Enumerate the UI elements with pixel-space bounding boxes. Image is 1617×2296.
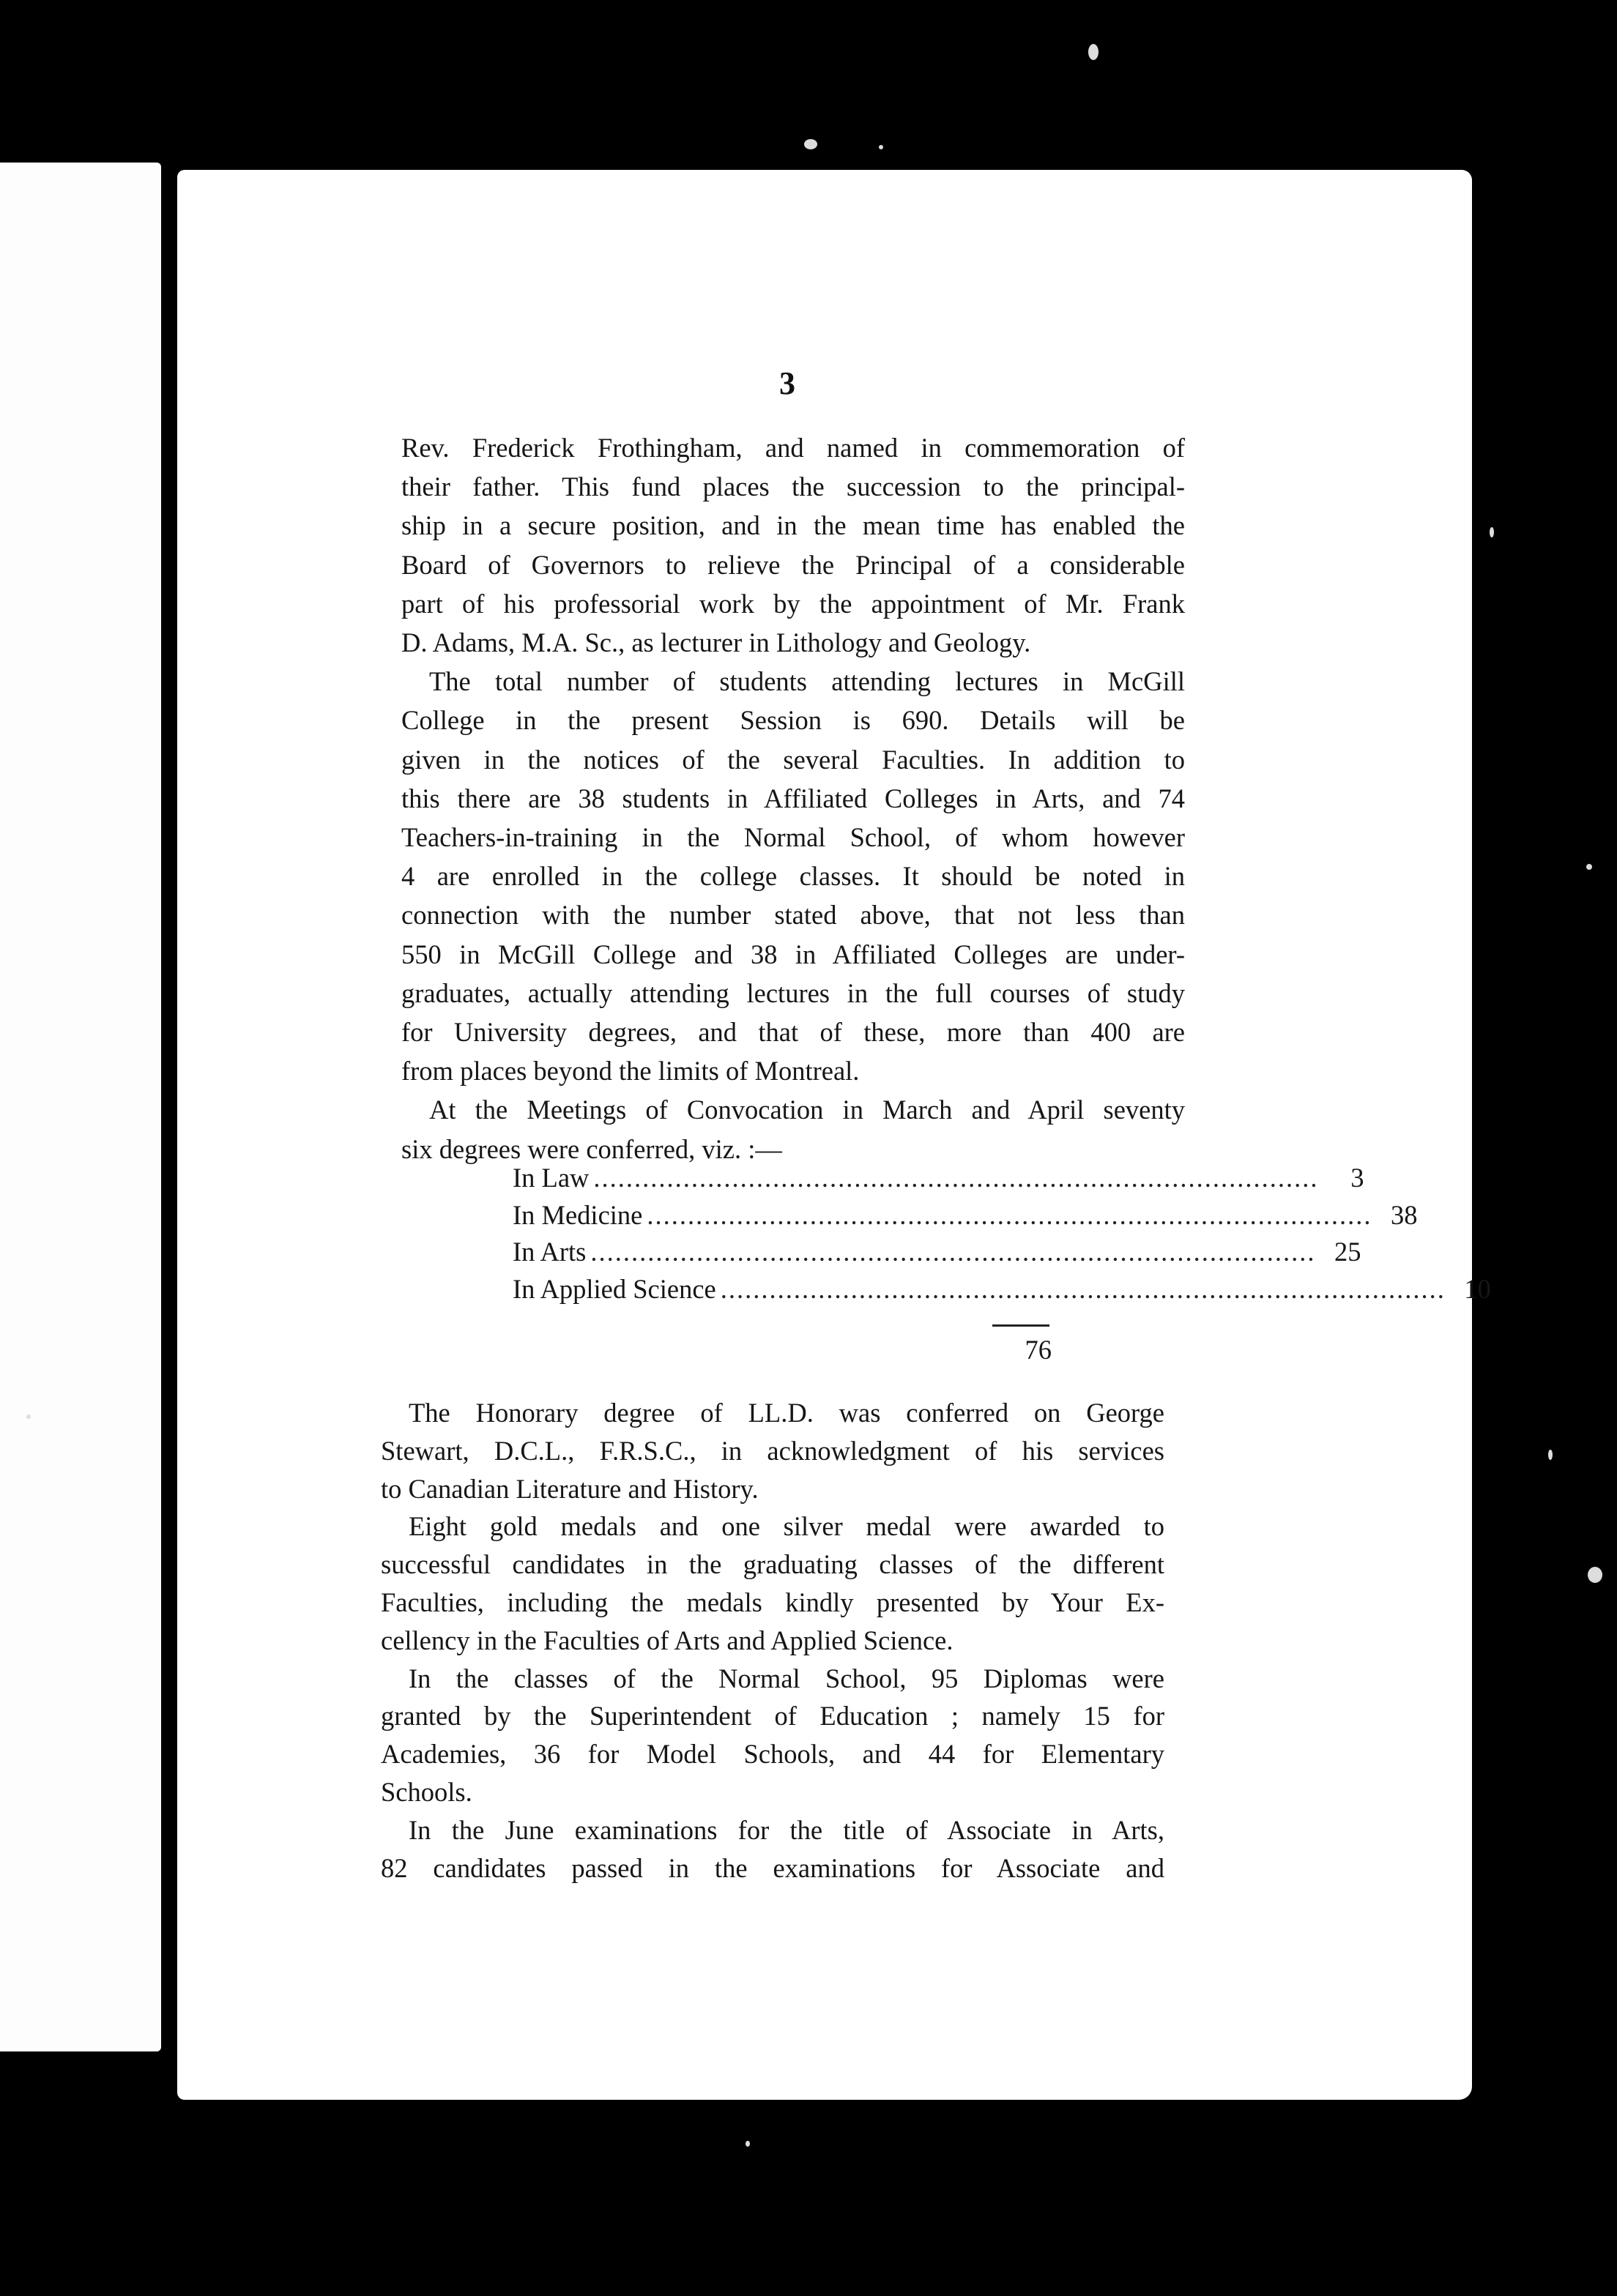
degrees-table [513,1160,1491,1308]
scan-speck [1586,864,1592,870]
text-line: to Canadian Literature and History. [381,1473,759,1504]
degree-row [513,1197,1418,1234]
text-line: Stewart, D.C.L., F.R.S.C., in acknowledgment of his services [381,1435,1164,1466]
text-line: D. Adams, M.A. Sc., as lecturer in Lithology and Geology. [401,627,1031,658]
body-text-bottom [381,1394,1164,1887]
text-line: 550 in McGill College and 38 in Affiliated Colleges are under- [401,939,1185,969]
degree-label: In Applied Science [513,1273,716,1304]
degree-count: 10 [1464,1273,1491,1304]
degree-count: 25 [1334,1237,1361,1267]
text-line: At the Meetings of Convocation in March and April seventy [429,1095,1185,1125]
text-line: In the classes of the Normal School, 95 Diplomas were [409,1663,1164,1693]
degree-row [513,1160,1364,1197]
leader-dots: ......................................................................................... [593,1163,1319,1193]
degree-row [513,1234,1361,1271]
body-text-top [401,428,1185,1168]
text-line: given in the notices of the several Faculties. In addition to [401,744,1185,775]
scan-speck [1548,1450,1553,1460]
leader-dots: ......................................................................................... [647,1199,1372,1230]
scan-speck [1088,44,1099,60]
text-line: granted by the Superintendent of Education ; namely 15 for [381,1701,1164,1732]
text-line: for University degrees, and that of these, more than 400 are [401,1017,1185,1048]
text-line: successful candidates in the graduating classes of the different [381,1549,1164,1580]
text-line: Board of Governors to relieve the Principal of a considerable [401,549,1185,580]
text-line: The total number of students attending lectures in McGill [429,666,1185,697]
scan-speck [746,2141,750,2147]
text-line: this there are 38 students in Affiliated Colleges in Arts, and 74 [401,783,1185,813]
text-line: their father. This fund places the succession to the principal- [401,471,1185,502]
degree-count: 38 [1391,1199,1418,1230]
scan-speck [804,139,817,149]
text-line: 4 are enrolled in the college classes. It should be noted in [401,861,1185,892]
text-line: 82 candidates passed in the examinations for Associate and [381,1852,1164,1883]
text-line: The Honorary degree of LL.D. was conferred on George [409,1398,1164,1428]
scan-speck [26,1414,31,1419]
scan-speck [879,145,883,149]
text-line: connection with the number stated above, that not less than [401,900,1185,931]
degree-count: 3 [1350,1163,1364,1193]
text-line: Rev. Frederick Frothingham, and named in commemoration of [401,433,1185,463]
leader-dots: ......................................................................................... [720,1273,1446,1304]
degree-total: 76 [1025,1335,1052,1365]
text-line: Schools. [381,1776,472,1807]
total-rule [992,1324,1049,1327]
page-number: 3 [779,365,795,401]
text-line: In the June examinations for the title of Associate in Arts, [409,1814,1164,1845]
text-line: six degrees were conferred, viz. :— [401,1133,782,1164]
facing-page-edge [0,163,161,2051]
degree-label: In Medicine [513,1199,643,1230]
scan-speck [1588,1567,1602,1583]
text-line: graduates, actually attending lectures in the full courses of study [401,977,1185,1008]
leader-dots: ......................................................................................... [590,1237,1316,1267]
text-line: Academies, 36 for Model Schools, and 44 for Elementary [381,1739,1164,1770]
text-line: part of his professorial work by the appointment of Mr. Frank [401,588,1185,619]
text-line: from places beyond the limits of Montreal. [401,1056,860,1086]
scan-speck [1490,527,1494,537]
text-line: Teachers-in-training in the Normal School, of whom however [401,822,1185,853]
degree-label: In Arts [513,1237,587,1267]
degree-label: In Law [513,1163,590,1193]
degree-row [513,1271,1491,1308]
text-line: cellency in the Faculties of Arts and Applied Science. [381,1625,954,1655]
text-line: College in the present Session is 690. Details will be [401,705,1185,736]
text-line: Eight gold medals and one silver medal were awarded to [409,1511,1164,1542]
text-line: ship in a secure position, and in the mean time has enabled the [401,510,1185,541]
text-line: Faculties, including the medals kindly presented by Your Ex- [381,1587,1164,1617]
